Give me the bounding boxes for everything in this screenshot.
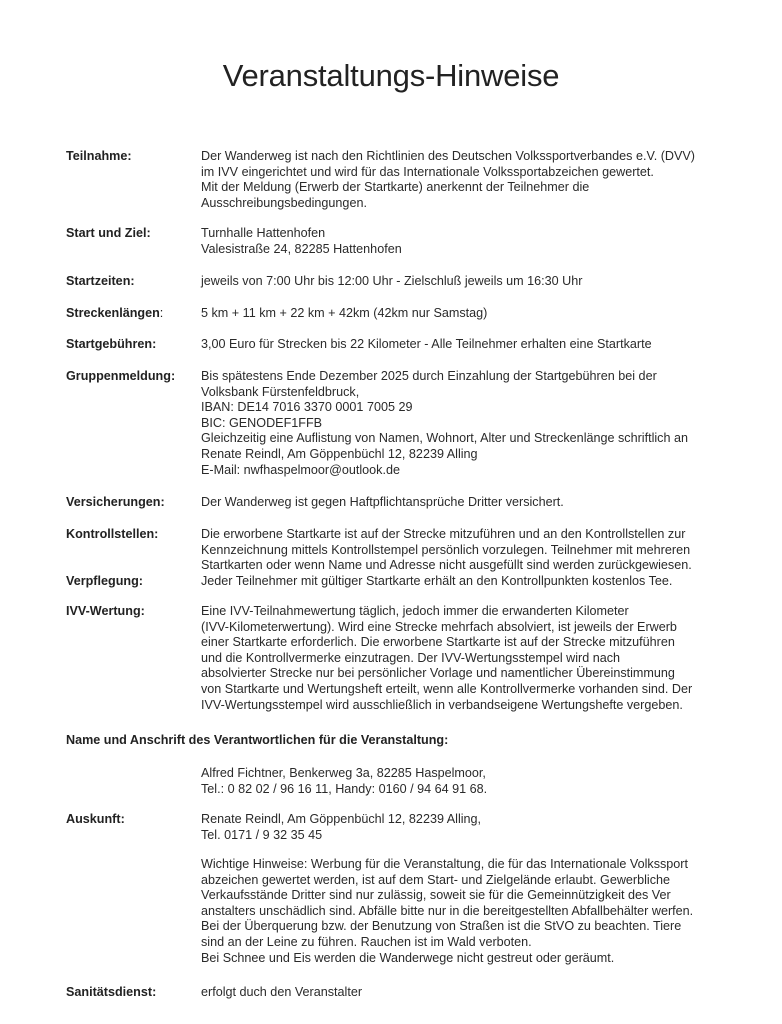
label-startgebuehren: Startgebühren: [66,337,157,351]
text-line: Valesistraße 24, 82285 Hattenhofen [201,241,402,256]
text-line: Bis spätestens Ende Dezember 2025 durch Einzahlung der Startgebühren bei der [201,369,657,383]
label-auskunft: Auskunft: [66,812,125,826]
label-text: Streckenlängen [66,306,160,320]
iban-line: IBAN: DE14 7016 3370 0001 7005 29 [201,400,413,415]
label-versicherungen: Versicherungen: [66,495,165,509]
text-line: Wichtige Hinweise: Werbung für die Veranstaltung, die für das Internationale Volkssport [201,857,688,871]
heading-verantwortlicher: Name und Anschrift des Verantwortlichen für die Veranstaltung: [66,733,449,747]
value-startzeiten [201,274,761,290]
text-line: 5 km + 11 km + 22 km + 42km (42km nur Samstag) [201,306,488,320]
text-line: Startkarten oder wenn Name und Adresse nicht ausgefüllt sind werden zurückgewiesen. [201,558,692,573]
text-line: von Startkarte und Wertungsheft erteilt, wenn alle Kontrollvermerke vorhanden sind. Der [201,681,693,696]
value-wichtige-hinweise [201,857,761,966]
label-teilnahme: Teilnahme: [66,149,132,163]
text-line: IVV-Wertungsstempel wird ausschließlich in verbandseigene Wertungshefte vergeben. [201,697,683,712]
text-line: Tel.: 0 82 02 / 96 16 11, Handy: 0160 / 94 64 91 68. [201,781,488,796]
text-line: Turnhalle Hattenhofen [201,226,326,240]
text-line: Bei der Überquerung bzw. der Benutzung von Straßen ist die StVO zu beachten. Tiere [201,919,682,934]
text-line: 3,00 Euro für Strecken bis 22 Kilometer - Alle Teilnehmer erhalten eine Startkarte [201,337,652,351]
address-line: Renate Reindl, Am Göppenbüchl 12, 82239 Alling [201,446,478,461]
label-sanitaetsdienst: Sanitätsdienst: [66,985,157,999]
email-line: E-Mail: nwfhaspelmoor@outlook.de [201,462,400,477]
text-line: Renate Reindl, Am Göppenbüchl 12, 82239 Alling, [201,812,482,826]
text-line: Tel. 0171 / 9 32 35 45 [201,827,323,842]
page-title: Veranstaltungs-Hinweise [222,58,560,93]
text-line: sind an der Leine zu führen. Rauchen ist im Wald verboten. [201,934,532,949]
value-startgebuehren [201,337,761,353]
text-line: Mit der Meldung (Erwerb der Startkarte) anerkennt der Teilnehmer die [201,180,590,195]
label-gruppenmeldung: Gruppenmeldung: [66,369,176,383]
label-ivv-wertung: IVV-Wertung: [66,604,145,618]
text-line: absolvierter Strecke nur bei persönlicher Vorlage und namentlicher Übereinstimmung [201,666,675,681]
value-teilnahme [201,149,761,211]
text-line: Verkaufsstände Dritter sind nur zulässig, soweit sie für die Gemeinnützigkeit des Ver [201,888,671,903]
label-verpflegung: Verpflegung: [66,574,143,588]
value-ivv-wertung [201,604,761,713]
value-auskunft [201,812,761,843]
value-sanitaetsdienst [201,985,761,1001]
value-versicherungen [201,495,761,511]
text-line: Die erworbene Startkarte ist auf der Strecke mitzuführen und an den Kontrollstellen zur [201,527,686,541]
text-line: und die Kontrollvermerke einzutragen. Der IVV-Wertungsstempel wird nach [201,650,621,665]
label-startzeiten: Startzeiten: [66,274,135,288]
label-start-ziel: Start und Ziel: [66,226,151,240]
label-streckenlaengen [66,306,163,322]
text-line: Kennzeichnung mittels Kontrollstempel persönlich vorzulegen. Teilnehmer mit mehreren [201,542,691,557]
text-line: Bei Schnee und Eis werden die Wanderwege nicht gestreut oder geräumt. [201,950,615,965]
value-streckenlaengen [201,306,761,322]
text-line: Eine IVV-Teilnahmewertung täglich, jedoch immer die erwanderten Kilometer [201,604,629,618]
text-line: Ausschreibungsbedingungen. [201,195,367,210]
label-colon: : [159,306,164,320]
text-line: Volksbank Fürstenfeldbruck, [201,384,360,399]
text-line: Der Wanderweg ist gegen Haftpflichtansprüche Dritter versichert. [201,495,564,509]
value-verpflegung [201,574,761,590]
text-line: einer Startkarte erforderlich. Die erworbene Startkarte ist auf der Strecke mitzuführen [201,635,675,650]
text-line: (IVV-Kilometerwertung). Wird eine Strecke mehrfach absolviert, ist jeweils der Erwerb [201,619,677,634]
text-line: Jeder Teilnehmer mit gültiger Startkarte erhält an den Kontrollpunkten kostenlos Tee. [201,574,673,588]
bic-line: BIC: GENODEF1FFB [201,415,323,430]
text-line: Gleichzeitig eine Auflistung von Namen, Wohnort, Alter und Streckenlänge schriftlich an [201,431,688,446]
text-line: Alfred Fichtner, Benkerweg 3a, 82285 Haspelmoor, [201,766,486,780]
value-gruppenmeldung [201,369,761,478]
text-line: abzeichen gewertet werden, ist auf dem Start- und Zielgelände erlaubt. Gewerbliche [201,872,671,887]
text-line: anstalters unschädlich sind. Abfälle bitte nur in die bereitgestellten Abfallbehälter werfen. [201,903,694,918]
text-line: Der Wanderweg ist nach den Richtlinien des Deutschen Volkssportverbandes e.V. (DVV) [201,149,695,163]
text-line: jeweils von 7:00 Uhr bis 12:00 Uhr - Zielschluß jeweils um 16:30 Uhr [201,274,583,288]
value-kontrollstellen [201,527,761,574]
value-verantwortlicher [201,766,761,797]
text-line: im IVV eingerichtet und wird für das Internationale Volkssportabzeichen gewertet. [201,164,654,179]
label-kontrollstellen: Kontrollstellen: [66,527,159,541]
value-start-ziel [201,226,761,257]
text-line: erfolgt duch den Veranstalter [201,985,363,999]
